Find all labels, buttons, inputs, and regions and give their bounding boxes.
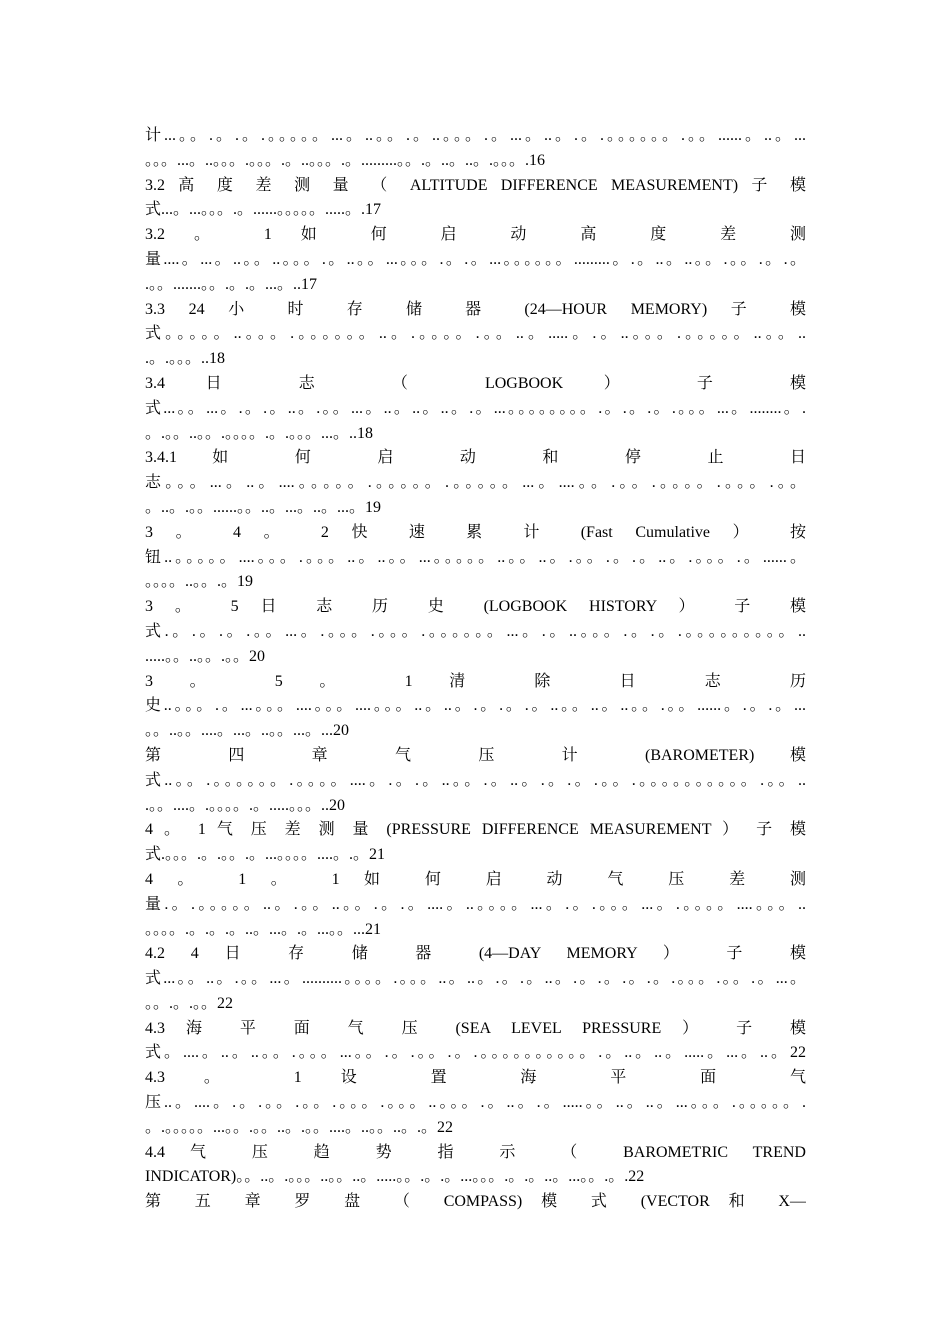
toc-line: 压..。....。.。.。。.。。.。。。.。。。..。。。.。..。.。.....。。..。..。...。。。.。。。。。. [145, 1094, 806, 1112]
toc-line: 3 。 5 日 志 历 史 (LOGBOOK HISTORY ） 子 模 [145, 598, 806, 616]
toc-line: 。。..。。....。...。..。。...。...20 [145, 722, 350, 740]
toc-line: 3.3 24 小 时 存 储 器 (24—HOUR MEMORY) 子 模 [145, 300, 806, 318]
toc-line: 3.2 高 度 差 测 量 （ ALTITUDE DIFFERENCE MEASUREMENT) 子 模 [145, 176, 806, 194]
toc-line: 4.4 气 压 趋 势 指 示 （ BAROMETRIC TREND [145, 1143, 806, 1161]
toc-line: 计...。。.。.。.。。。。。...。..。。.。..。。。.。...。..。.。.。。。。。。.。。......。..。... [145, 127, 806, 144]
toc-line: 。。。...。..。。。.。。。.。..。。。.。.........。。.。..。..。.。。。.16 [145, 151, 546, 169]
toc-line: 。..。.。。......。。..。...。..。...。19 [145, 498, 382, 516]
toc-line: 钮..。。。。。....。。。.。。。..。..。。...。。。。。..。。..。.。。.。.。..。.。。。.。......。 [145, 548, 806, 566]
toc-line: 4 。 1 。 1 如 何 启 动 气 压 差 测 [145, 870, 806, 888]
toc-line: 式...。。...。.。.。..。.。。...。..。..。..。.。...。。。。。。。。.。.。.。.。。。...。........。. [145, 399, 806, 417]
toc-line: INDICATOR)。。..。.。。。..。。..。.....。。.。.。...。。。.。.。..。...。。.。.22 [145, 1168, 645, 1186]
toc-line: 。.。。..。。.。。。。.。.。。。...。..18 [145, 424, 374, 442]
toc-line: 量.。.。。。。。..。.。。..。。.。.。....。..。。。。...。.。.。。。...。.。。。。....。。。.. [145, 895, 806, 913]
toc-line: 量....。...。..。。..。。。.。..。。...。。。.。.。...。。。。。。.........。.。..。..。。.。。.。.。 [145, 250, 806, 268]
toc-line: 。。。。..。。.。19 [145, 573, 254, 591]
toc-line: 3.4.1 如 何 启 动 和 停 止 日 [145, 449, 806, 467]
toc-line: 志。。。...。..。....。。。。。.。。。。。.。。。。。...。....。。.。。.。。。。.。。。.。。 [145, 474, 806, 492]
toc-line: 式.。。。.。.。。.。...。。。。....。.。21 [145, 846, 386, 864]
toc-line: 式.。.。.。.。。...。.。。。.。。。.。。。。。。...。.。..。。。.。.。.。。。。。。。。。.. [145, 622, 806, 640]
toc-line: 史..。。。.。...。。。....。。。....。。。..。..。.。.。.。..。。..。..。。.。。......。.。.。... [145, 697, 806, 715]
toc-line: 。。。。.。.。.。..。...。.。...。。...21 [145, 920, 382, 938]
toc-line: 式。。。。。..。。。.。。。。。。..。.。。。。.。。..。.....。.。..。。。.。。。。。..。。.. [145, 325, 806, 343]
toc-line: 第 四 章 气 压 计 (BAROMETER) 模 [145, 746, 806, 764]
toc-line: 3 。 5 。 1 清 除 日 志 历 [145, 672, 806, 690]
toc-line: 式..。。.。。。。。。.。。。。....。.。.。..。。.。..。.。.。.。。.。。。。。。。。。。.。。.. [145, 771, 806, 789]
toc-line: 。。.。.。。22 [145, 994, 234, 1012]
toc-line: .....。。..。。.。。20 [145, 647, 266, 665]
toc-line: .。。....。.。。。。.。.....。。。..20 [145, 796, 346, 814]
toc-line: 4.3 海 平 面 气 压 (SEA LEVEL PRESSURE ） 子 模 [145, 1019, 806, 1037]
toc-line: .。。.......。。.。.。...。..17 [145, 275, 318, 293]
toc-line: 3 。 4 。 2 快 速 累 计 (Fast Cumulative ） 按 [145, 523, 806, 541]
table-of-contents [145, 124, 806, 1215]
toc-line: 4.3 。 1 设 置 海 平 面 气 [145, 1069, 806, 1087]
toc-line: 4 。 1 气 压 差 测 量 (PRESSURE DIFFERENCE MEASUREMENT ） 子 模 [145, 821, 806, 839]
toc-line: 式...。...。。。.。......。。。。。.....。.17 [145, 201, 382, 219]
toc-line: 式...。。..。.。。...。..........。。。。.。。。..。..。.。.。..。.。.。.。.。.。。。.。。.。...。 [145, 970, 806, 988]
toc-line: 3.2 。 1 如 何 启 动 高 度 差 测 [145, 226, 806, 244]
toc-line: 式。....。..。..。。.。。。...。。.。.。。.。.。。。。。。。。。。.。..。..。.....。...。..。22 [145, 1044, 806, 1062]
toc-line: .。.。。。..18 [145, 350, 226, 368]
toc-line: 3.4 日 志 （ LOGBOOK ） 子 模 [145, 374, 806, 392]
toc-line: 4.2 4 日 存 储 器 (4—DAY MEMORY ） 子 模 [145, 945, 806, 963]
toc-line: 。.。。。。。...。。.。。..。.。。....。..。。..。.。22 [145, 1118, 454, 1136]
toc-line: 第 五 章 罗 盘 （ COMPASS) 模 式 (VECTOR 和 X— [145, 1193, 806, 1211]
